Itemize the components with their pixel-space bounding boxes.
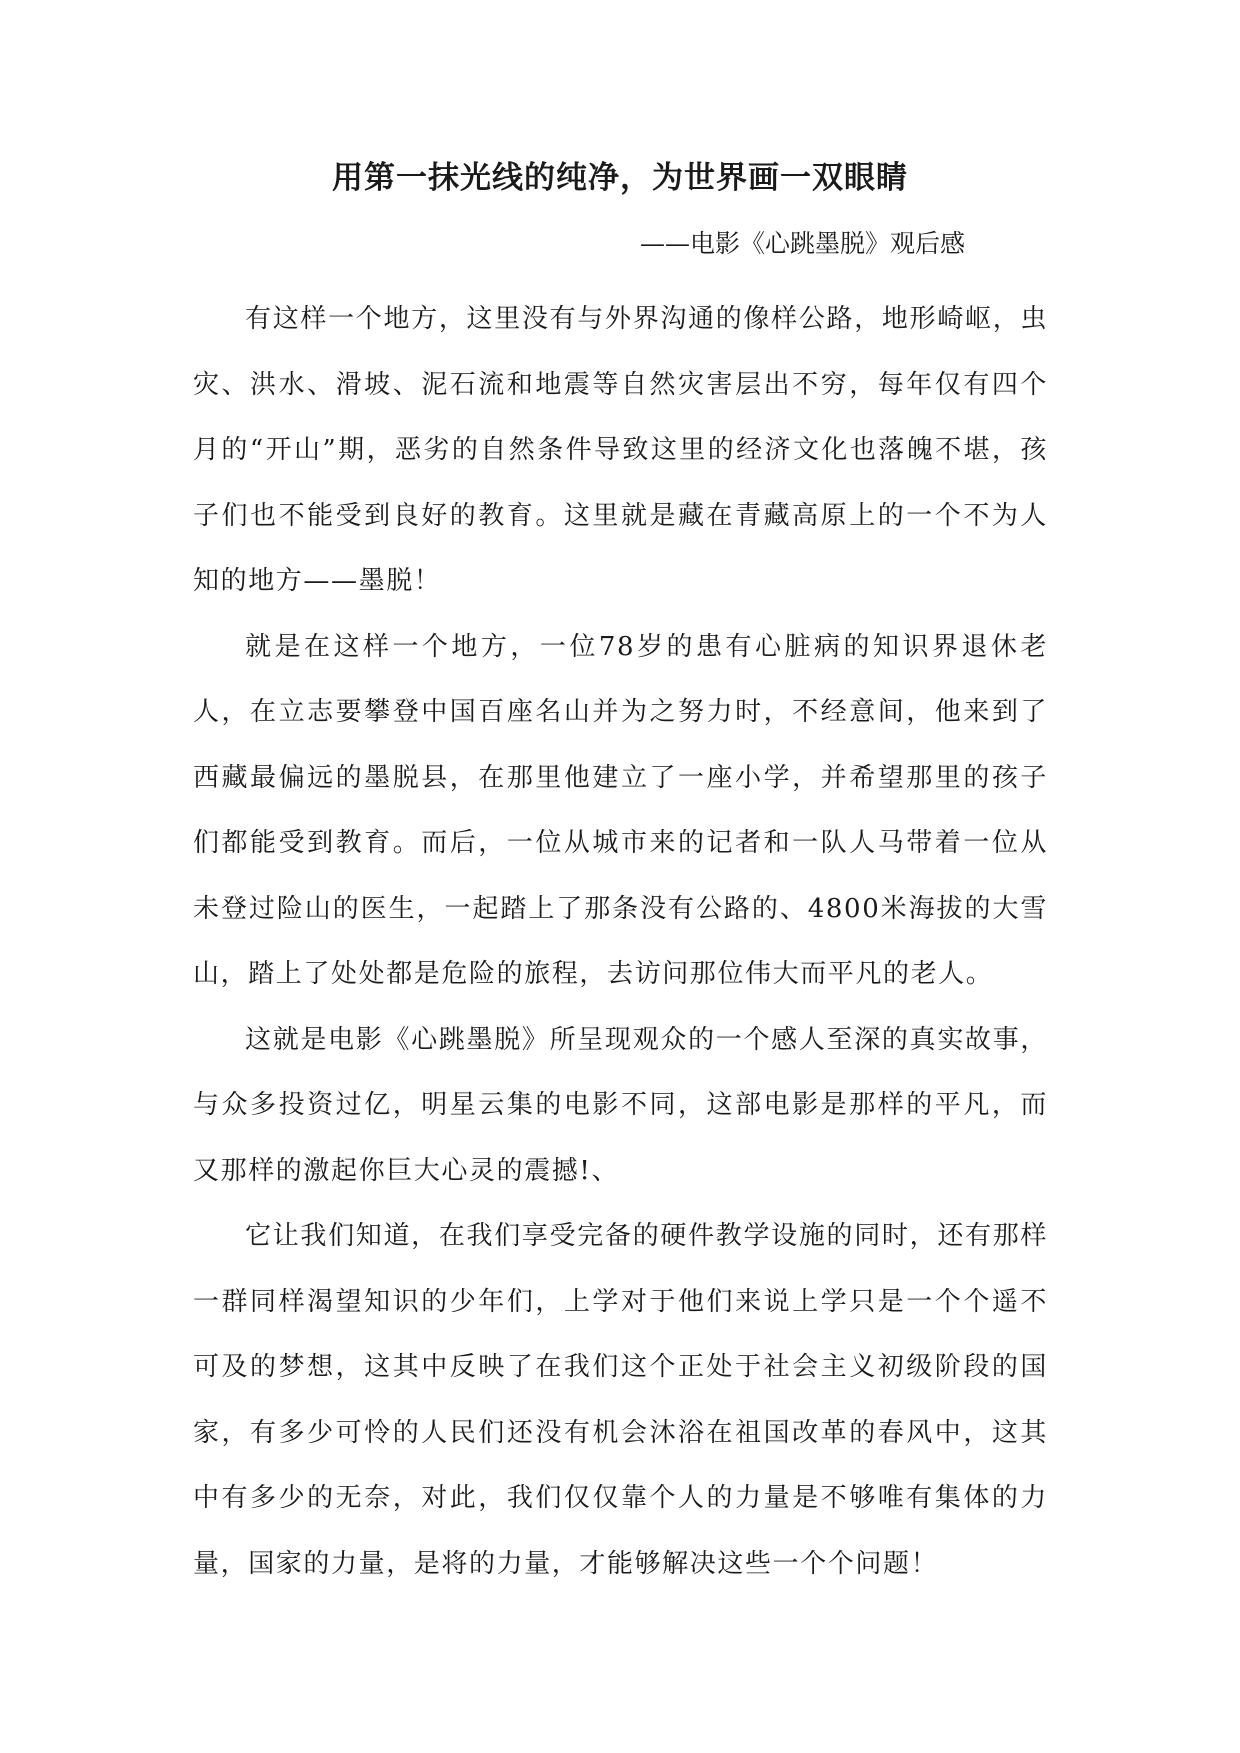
- paragraph-1: 有这样一个地方，这里没有与外界沟通的像样公路，地形崎岖，虫灾、洪水、滑坡、泥石流和地震等自然灾害层出不穷，每年仅有四个月的“开山”期，恶劣的自然条件导致这里的经济文化也落魄不堪，孩子们也不能受到良好的教育。这里就是藏在青藏高原上的一个不为人知的地方——墨脱！: [193, 304, 1048, 596]
- document-title: 用第一抹光线的纯净，为世界画一双眼睛: [332, 160, 908, 196]
- paragraph-4: 它让我们知道，在我们享受完备的硬件教学设施的同时，还有那样一群同样渴望知识的少年们，上学对于他们来说上学只是一个个遥不可及的梦想，这其中反映了在我们这个正处于社会主义初级阶段的国家，有多少可怜的人民们还没有机会沐浴在祖国改革的春风中，这其中有多少的无奈，对此，我们仅仅靠个人的力量是不够唯有集体的力量，国家的力量，是将的力量，才能够解决这些一个个问题！: [193, 1221, 1048, 1579]
- document-body: [193, 287, 1048, 1597]
- paragraph-2: 就是在这样一个地方，一位78岁的患有心脏病的知识界退休老人，在立志要攀登中国百座名山并为之努力时，不经意间，他来到了西藏最偏远的墨脱县，在那里他建立了一座小学，并希望那里的孩子们都能受到教育。而后，一位从城市来的记者和一队人马带着一位从未登过险山的医生，一起踏上了那条没有公路的、4800米海拔的大雪山，踏上了处处都是危险的旅程，去访问那位伟大而平凡的老人。: [193, 631, 1048, 989]
- paragraph-3: 这就是电影《心跳墨脱》所呈现观众的一个感人至深的真实故事，与众多投资过亿，明星云集的电影不同，这部电影是那样的平凡，而又那样的激起你巨大心灵的震撼!、: [193, 1024, 1048, 1186]
- document-subtitle: ——电影《心跳墨脱》观后感: [640, 229, 966, 258]
